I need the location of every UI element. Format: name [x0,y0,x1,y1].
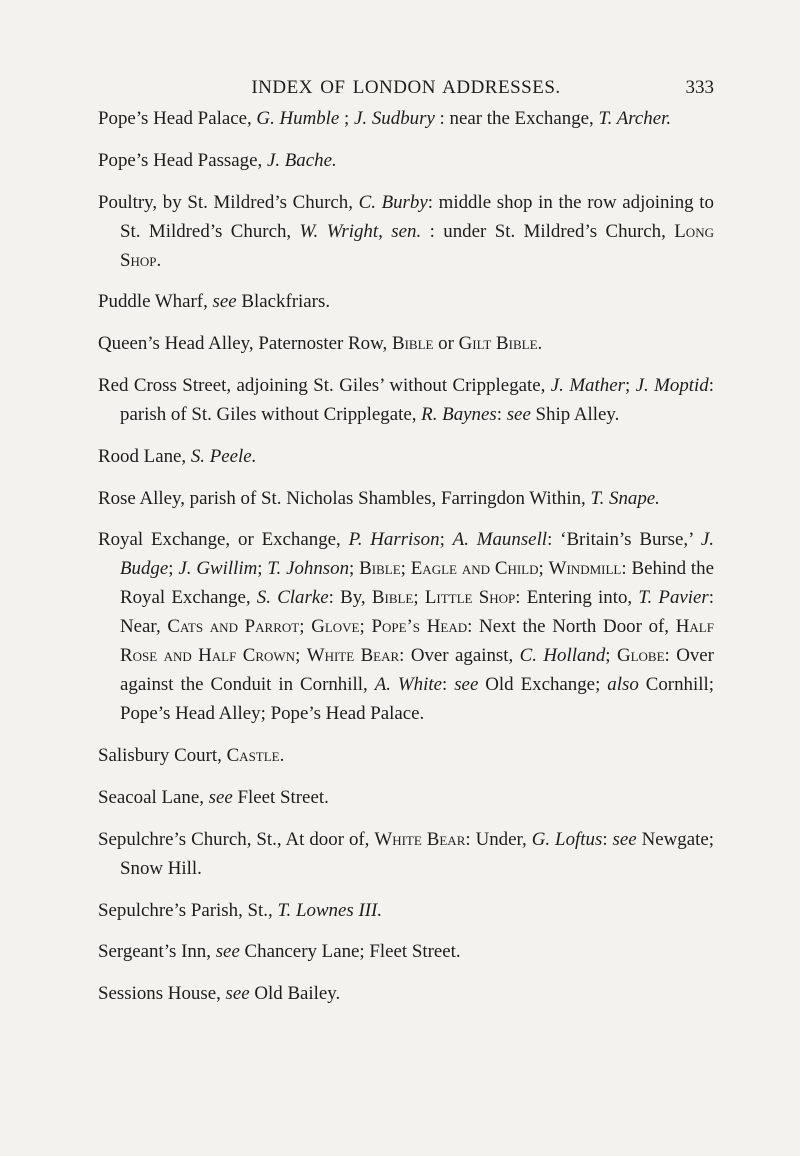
entry-italic-text: T. Johnson [267,558,350,580]
entry-text: : Near, [120,587,715,638]
entry-text: Ship Alley. [530,403,620,425]
index-entry [98,146,714,175]
entry-smallcaps-text: Half Rose and Half Crown [120,616,714,667]
index-entries [98,104,714,1008]
entry-text: Seacoal Lane, [98,786,209,808]
entry-italic-text: C. Holland [519,645,606,667]
entry-smallcaps-text: Bible [359,558,401,580]
entry-smallcaps-text: Cats and Parrot [167,616,300,638]
entry-text: ; [295,645,307,667]
entry-italic-text: see [454,674,479,696]
index-entry [98,979,714,1008]
entry-italic-text: C. Burby [358,191,428,213]
entry-italic-text: G. Loftus [531,828,603,850]
entry-italic-text: R. Baynes [421,403,497,425]
entry-italic-text: see [212,291,237,313]
entry-smallcaps-text: Little Shop [424,587,516,609]
entry-smallcaps-text: Castle. [226,745,285,767]
entry-text: or [433,333,459,355]
entry-italic-text: G. Humble [256,108,340,129]
entry-text: ; [413,587,425,609]
entry-italic-text: J. Gwillim [178,558,258,580]
entry-text: : under St. Mildred’s Church, [421,220,675,242]
entry-text: Pope’s Head Palace, [98,108,257,129]
entry-smallcaps-text: White Bear [374,828,466,850]
book-page [98,0,714,1021]
entry-text: : near the Exchange, [434,108,599,129]
entry-text: Cornhill; Pope’s Head Alley; Pope’s Head Palace. [120,674,714,725]
entry-text: : By, [328,587,372,609]
entry-text: Rose Alley, parish of St. Nicholas Shambles, Farringdon Within, [98,487,591,509]
entry-text: ; [168,558,179,580]
entry-text: : Under, [465,828,532,850]
entry-smallcaps-text: Long Shop. [120,220,714,271]
entry-text: Sessions House, [98,983,226,1005]
index-entry [98,937,714,966]
entry-text: ; [257,558,268,580]
entry-text: Old Exchange; [478,674,608,696]
entry-italic-text: S. Peele. [190,445,257,467]
entry-text: Red Cross Street, adjoining St. Giles’ without Cripplegate, [98,374,551,396]
index-entry [98,104,714,133]
entry-text: Sergeant’s Inn, [98,941,216,963]
entry-text: ; [339,108,355,129]
entry-text: : Over against, [399,645,520,667]
entry-smallcaps-text: White Bear [306,645,400,667]
running-header [98,0,714,104]
index-entry [98,371,714,429]
entry-italic-text: J. Budge [120,529,714,580]
entry-text: : middle shop in the row adjoining to St. Mildred’s Church, [120,191,714,242]
index-entry [98,896,714,925]
index-entry [98,825,714,883]
entry-italic-text: see [225,983,250,1005]
entry-text: Royal Exchange, or Exchange, [98,529,349,551]
entry-text: ; [439,529,453,551]
entry-text: ; [400,558,411,580]
entry-text: : Behind the Royal Exchange, [120,558,714,609]
index-entry [98,741,714,770]
index-entry [98,783,714,812]
entry-text: : [602,828,613,850]
entry-italic-text: T. Pavier [638,587,709,609]
entry-smallcaps-text: Globe [616,645,665,667]
entry-italic-text: J. Sudbury [354,108,435,129]
index-entry [98,525,714,728]
entry-text: : ‘Britain’s Burse,’ [547,529,701,551]
entry-text: : [496,403,507,425]
page-number: 333 [685,77,714,98]
entry-text: Blackfriars. [236,291,331,313]
entry-smallcaps-text: Windmill [548,558,622,580]
entry-italic-text: T. Snape. [590,487,660,509]
entry-italic-text: W. Wright, sen. [299,220,422,242]
entry-text: ; [624,374,636,396]
entry-text: Queen’s Head Alley, Paternoster Row, [98,333,392,355]
entry-italic-text: P. Harrison [348,529,440,551]
entry-smallcaps-text: Bible [371,587,414,609]
entry-text: : Entering into, [515,587,639,609]
entry-smallcaps-text: Gilt Bible. [458,333,543,355]
entry-text: Old Bailey. [249,983,341,1005]
index-entry [98,442,714,471]
entry-text: Salisbury Court, [98,745,227,767]
entry-text: ; [299,616,312,638]
entry-text: Fleet Street. [232,786,329,808]
entry-smallcaps-text: Glove [311,616,360,638]
entry-smallcaps-text: Pope’s Head [371,616,468,638]
entry-italic-text: J. Moptid [635,374,709,396]
entry-smallcaps-text: Eagle and Child [410,558,539,580]
entry-text: Puddle Wharf, [98,291,213,313]
entry-text: : Next the North Door of, [467,616,676,638]
entry-italic-text: see [215,941,240,963]
entry-italic-text: see [612,828,637,850]
entry-text: Poultry, by St. Mildred’s Church, [98,191,359,213]
entry-smallcaps-text: Bible [391,333,434,355]
header-title: INDEX OF LONDON ADDRESSES. [251,77,561,98]
entry-text: ; [538,558,549,580]
entry-italic-text: A. Maunsell [452,529,548,551]
entry-italic-text: see [506,403,531,425]
entry-text: Sepulchre’s Church, St., At door of, [98,828,375,850]
entry-text: : parish of St. Giles without Cripplegate, [120,374,714,425]
index-entry [98,484,714,513]
entry-italic-text: J. Bache. [266,149,337,171]
entry-text: : [441,674,455,696]
entry-text: Chancery Lane; Fleet Street. [239,941,461,963]
index-entry [98,188,714,275]
entry-text: Newgate; Snow Hill. [120,828,714,879]
entry-italic-text: A. White [374,674,442,696]
entry-text: Rood Lane, [98,445,191,467]
entry-italic-text: see [208,786,233,808]
entry-text: ; [605,645,617,667]
entry-italic-text: T. Archer. [598,108,672,129]
entry-text: ; [359,616,372,638]
entry-text: : Over against the Conduit in Cornhill, [120,645,714,696]
entry-italic-text: also [607,674,639,696]
entry-text: Pope’s Head Passage, [98,149,267,171]
entry-italic-text: S. Clarke [256,587,329,609]
index-entry [98,287,714,316]
entry-text: ; [349,558,360,580]
index-entry [98,329,714,358]
entry-italic-text: J. Mather [550,374,625,396]
entry-italic-text: T. Lownes III. [277,899,383,921]
entry-text: Sepulchre’s Parish, St., [98,899,278,921]
